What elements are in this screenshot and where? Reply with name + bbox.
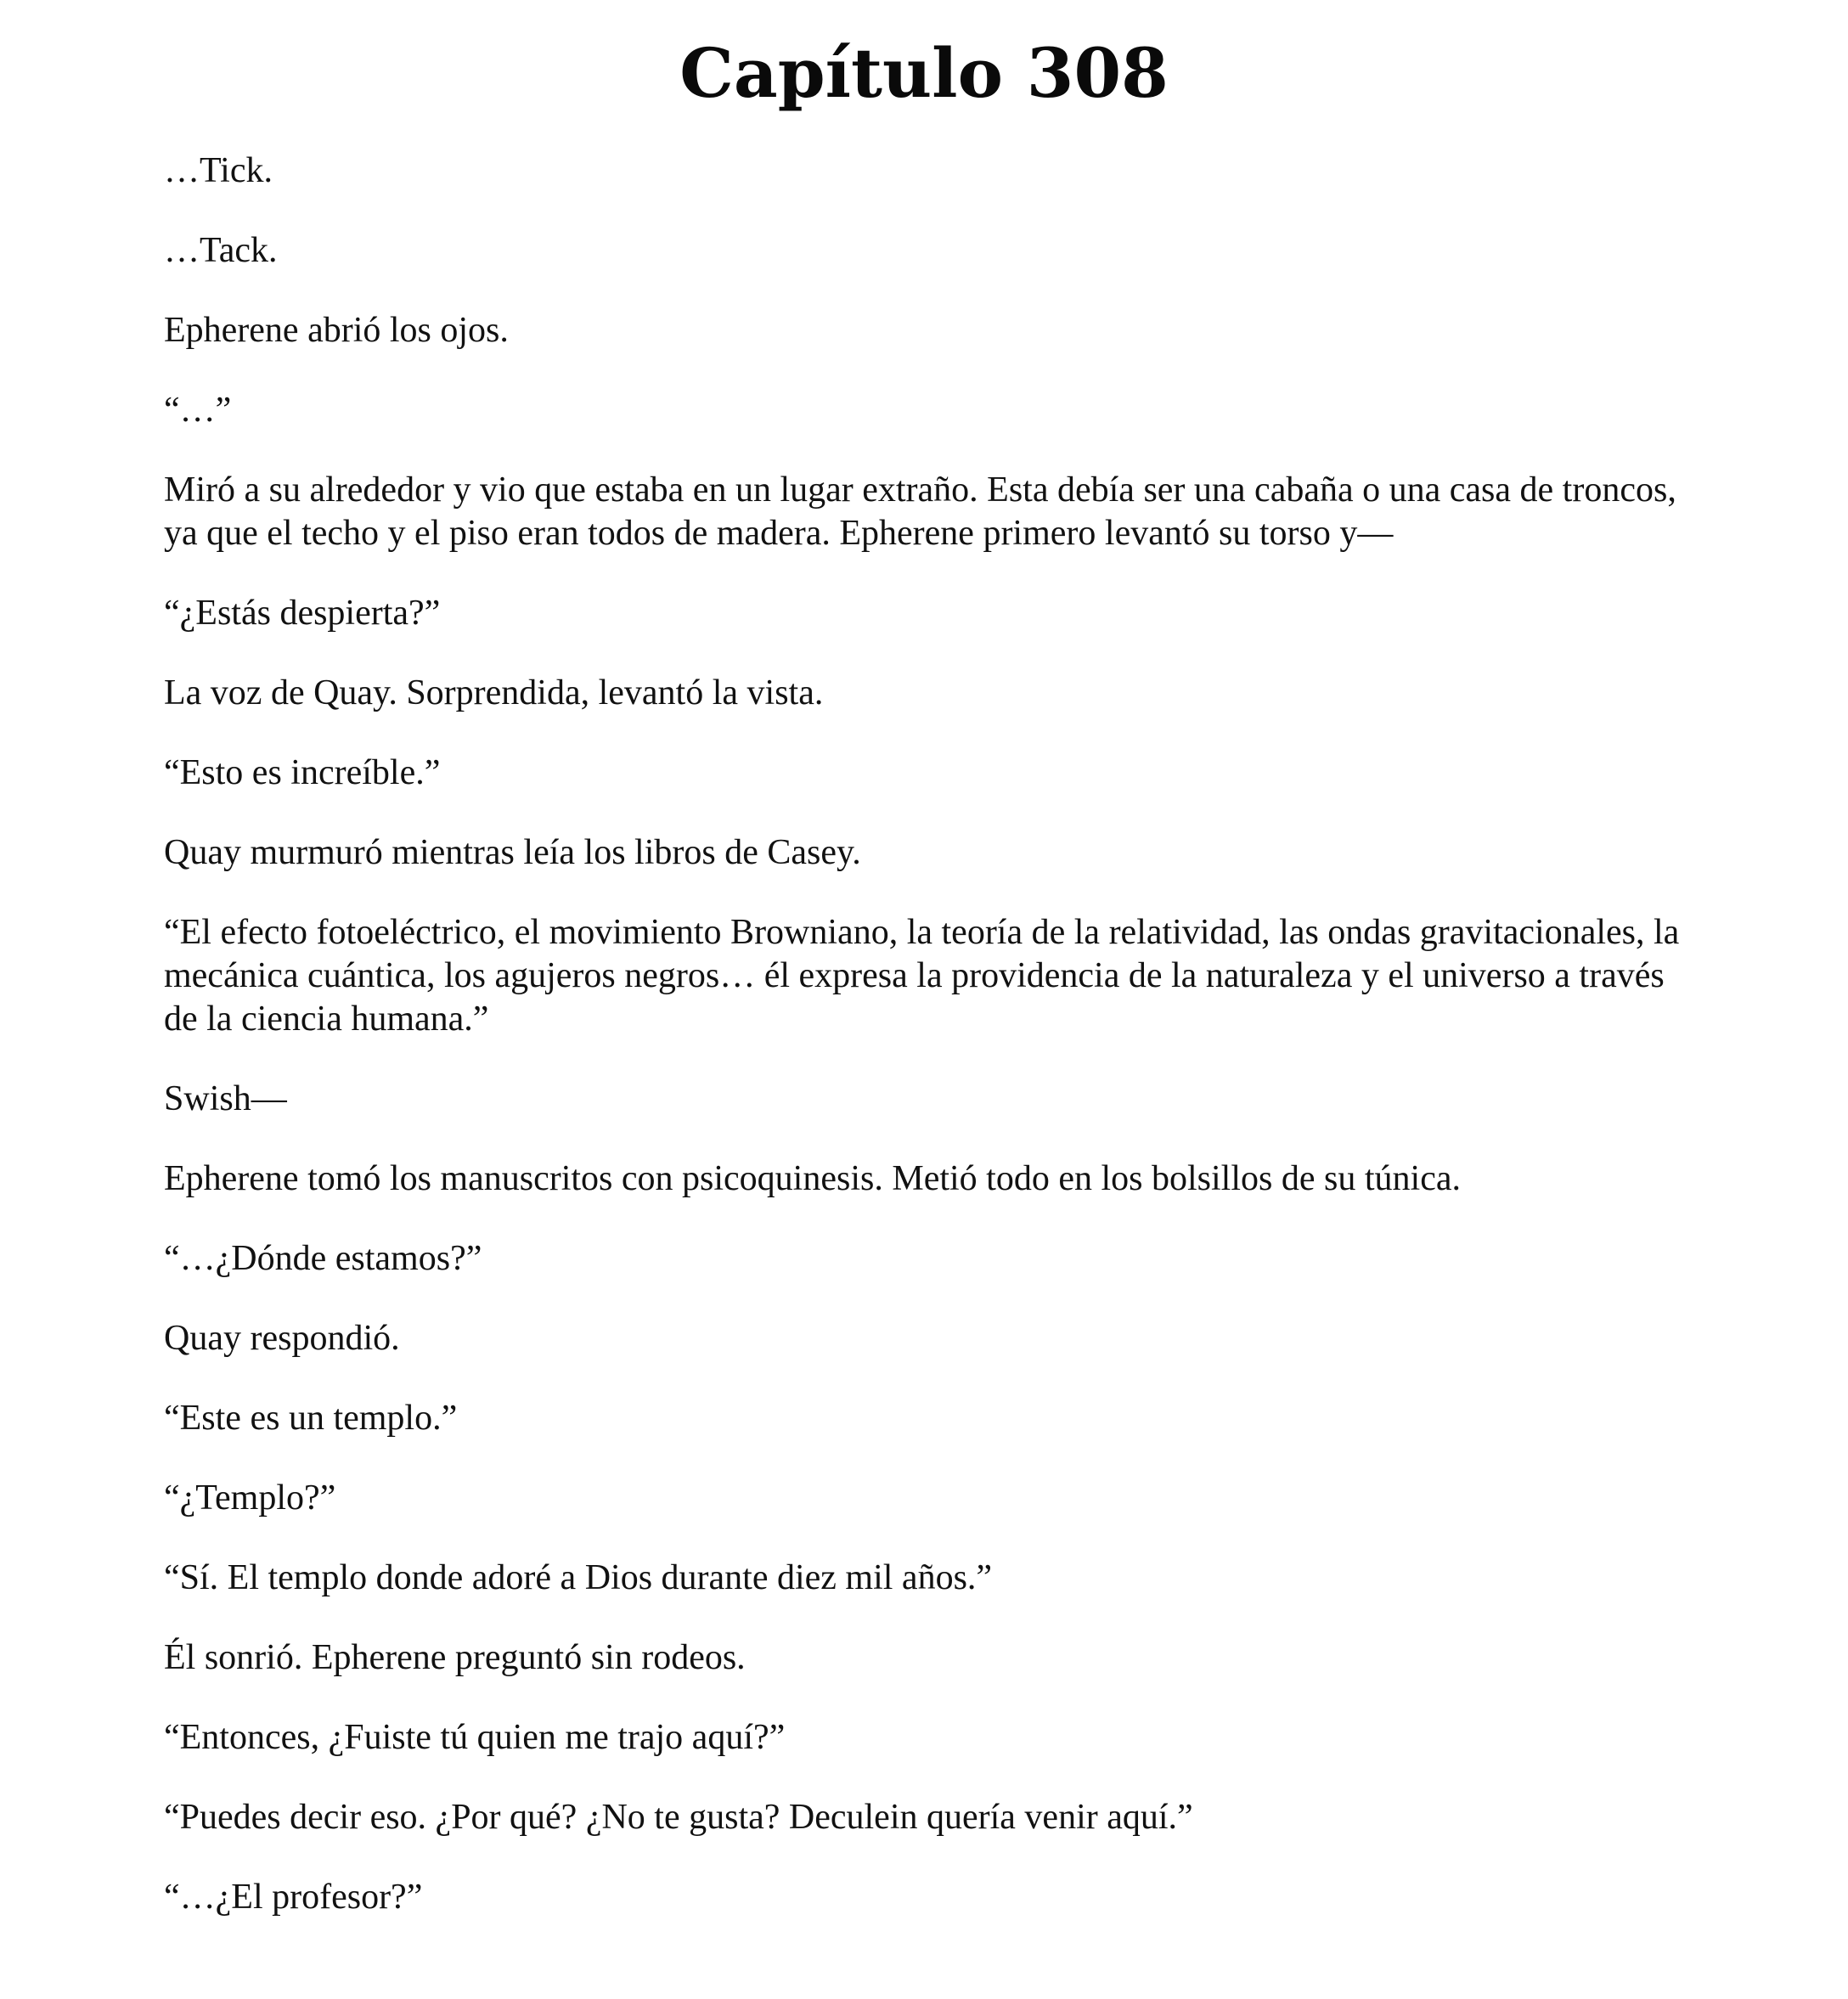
- paragraph: Quay murmuró mientras leía los libros de Casey.: [164, 833, 861, 872]
- paragraph: “¿Estás despierta?”: [164, 594, 441, 633]
- paragraph: La voz de Quay. Sorprendida, levantó la vista.: [164, 673, 824, 712]
- paragraph: Miró a su alrededor y vio que estaba en un lugar extraño. Esta debía ser una cabaña o una casa de troncos, ya que el techo y el piso eran todos de madera. Epherene primero levantó su torso y—: [164, 470, 1676, 553]
- paragraph: “…¿Dónde estamos?”: [164, 1239, 482, 1278]
- paragraph: Swish—: [164, 1079, 287, 1118]
- paragraph: …Tack.: [164, 231, 278, 270]
- chapter-title: Capítulo 308: [679, 33, 1169, 113]
- paragraph: “Esto es increíble.”: [164, 753, 441, 792]
- paragraph: “…¿El profesor?”: [164, 1878, 423, 1917]
- paragraph: Él sonrió. Epherene preguntó sin rodeos.: [164, 1638, 746, 1677]
- paragraph: “Sí. El templo donde adoré a Dios durante diez mil años.”: [164, 1558, 993, 1597]
- paragraph: Quay respondió.: [164, 1319, 400, 1358]
- paragraph: “…”: [164, 391, 232, 430]
- paragraph: “El efecto fotoeléctrico, el movimiento Browniano, la teoría de la relatividad, las ondas gravitacionales, la mecánica cuántica, los agujeros negros… él expresa la providencia de la naturaleza y el universo a través de la ciencia humana.”: [164, 913, 1680, 1039]
- paragraph: “Este es un templo.”: [164, 1399, 458, 1438]
- chapter-body: [164, 149, 1693, 1956]
- paragraph: Epherene tomó los manuscritos con psicoquinesis. Metió todo en los bolsillos de su túnica.: [164, 1159, 1461, 1198]
- paragraph: …Tick.: [164, 151, 273, 190]
- paragraph: Epherene abrió los ojos.: [164, 311, 509, 350]
- paragraph: “Entonces, ¿Fuiste tú quien me trajo aquí?”: [164, 1718, 786, 1757]
- paragraph: “Puedes decir eso. ¿Por qué? ¿No te gusta? Deculein quería venir aquí.”: [164, 1798, 1193, 1837]
- paragraph: “¿Templo?”: [164, 1478, 336, 1518]
